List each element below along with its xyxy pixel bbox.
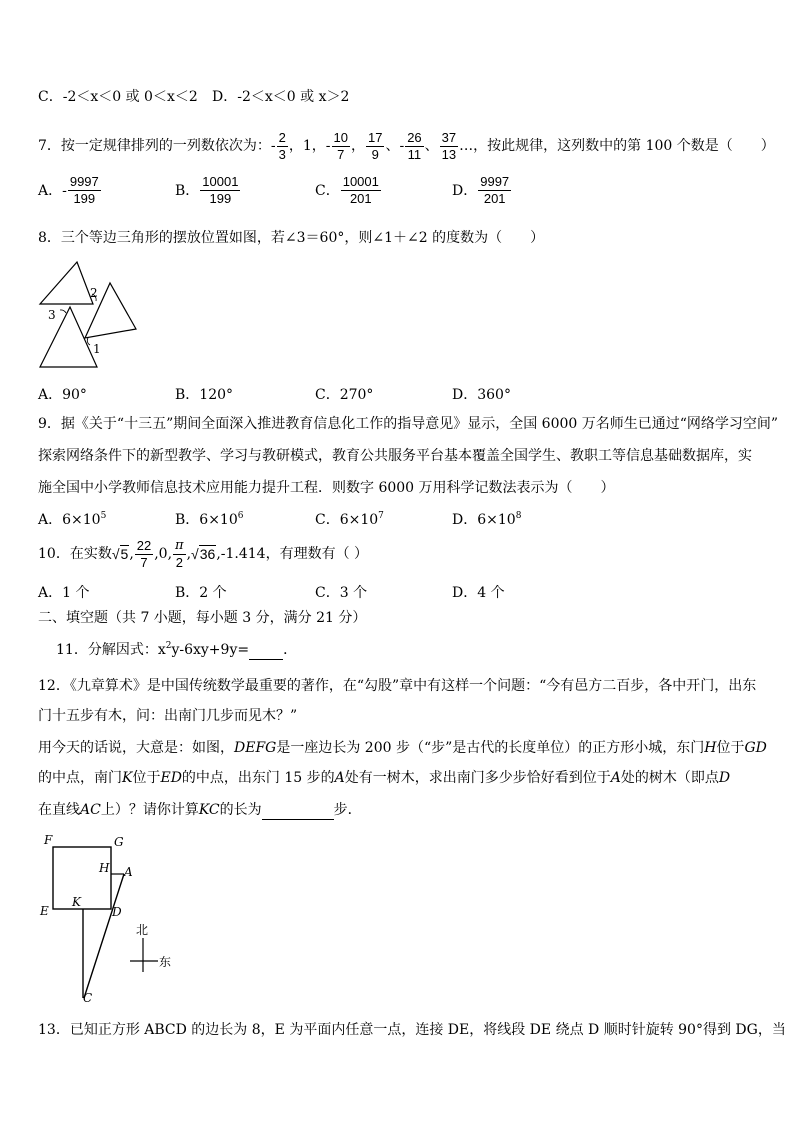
q10-option-a: A．1 个 xyxy=(38,585,90,601)
q10-prefix: 10．在实数 xyxy=(38,546,112,562)
q8-options-row xyxy=(38,384,758,404)
q8-option-a: A．90° xyxy=(38,387,87,403)
q10-options-row xyxy=(38,582,758,602)
q7-fraction-3: $\frac{17}{9}$ xyxy=(367,129,383,162)
q10-stem: 10．在实数 √5 , $\frac{22}{7}$ ,0, $\frac{\pi}{2}$ , √36 ,-1.414 ，有理数有（ ） xyxy=(38,537,369,570)
q10-suffix: ，有理数有（ ） xyxy=(265,546,369,562)
q12-compass-east: 东 xyxy=(159,955,172,969)
q12-line-1: 12．《九章算术》是中国传统数学最重要的著作，在“勾股”章中有这样一个问题：“今有邑方二百步，各中开门，出东 xyxy=(38,678,757,694)
q9-line-3: 施全国中小学教师信息技术应用能力提升工程．则数字 6000 万用科学记数法表示为（ ） xyxy=(38,480,615,496)
q10-fraction-22-7: $\frac{22}{7}$ xyxy=(136,537,152,570)
q12-label-c: C xyxy=(83,991,93,1005)
q7-suffix: …，按此规律，这列数中的第 100 个数是（ ） xyxy=(459,138,775,154)
q6-options-row xyxy=(38,86,758,106)
q10-zero: ,0, xyxy=(154,546,173,562)
q12-label-k: K xyxy=(72,895,81,909)
q7-fraction-1: $\frac{2}{3}$ xyxy=(278,129,286,162)
q10-sqrt-36: √36 xyxy=(191,546,216,562)
q7-option-a: A．- $\frac{9997}{199}$ xyxy=(38,173,99,206)
q10-option-b: B．2 个 xyxy=(175,585,227,601)
q8-angle-label-2: 2 xyxy=(90,286,98,300)
q6-option-d: D．-2＜x＜0 或 x＞2 xyxy=(212,89,350,105)
q8-stem: 8．三个等边三角形的摆放位置如图，若∠3＝60°，则∠1＋∠2 的度数为（ ） xyxy=(38,230,545,246)
q10-fraction-pi-2: $\frac{\pi}{2}$ xyxy=(175,537,184,570)
q8-option-d: D．360° xyxy=(452,387,511,403)
q12-line-5: 在直线AC上）？请你计算KC的长为 步． xyxy=(38,802,362,818)
q12-city-figure xyxy=(36,830,186,1010)
q12-compass-north: 北 xyxy=(136,923,149,937)
q11-answer-blank[interactable] xyxy=(249,659,283,660)
q12-line-2: 门十五步有木，问：出南门几步而见木？” xyxy=(38,708,298,724)
q8-option-b: B．120° xyxy=(175,387,234,403)
q12-square-city xyxy=(53,847,111,909)
q11-stem: 11．分解因式：$x^2y-6xy+9y=$ ． xyxy=(56,641,298,658)
q9-option-c: C．$6\times 10^7$ xyxy=(315,511,384,528)
q7-option-c: C． $\frac{10001}{201}$ xyxy=(315,173,379,206)
q9-options-row xyxy=(38,509,758,529)
q7-sep-4: 、- xyxy=(385,138,405,154)
q7-sep-3: ， xyxy=(350,138,365,154)
q12-label-h: H xyxy=(99,861,110,875)
q9-option-a: A．$6\times 10^5$ xyxy=(38,511,107,528)
q10-option-c: C．3 个 xyxy=(315,585,368,601)
q10-tail: ,-1.414 xyxy=(216,546,266,562)
q8-option-c: C．270° xyxy=(315,387,374,403)
q7-sep-5: 、 xyxy=(424,138,439,154)
q6-option-c: C．-2＜x＜0 或 0＜x＜2 xyxy=(38,89,198,105)
q7-option-d: D． $\frac{9997}{201}$ xyxy=(452,173,510,206)
q12-answer-blank[interactable] xyxy=(262,819,334,820)
q10-sqrt-5: √5 xyxy=(111,546,129,562)
q12-label-f: F xyxy=(44,833,53,847)
q7-fraction-5: $\frac{37}{13}$ xyxy=(441,129,457,162)
q12-label-a: A xyxy=(124,865,133,879)
q8-angle-label-3: 3 xyxy=(48,308,56,322)
q12-label-g: G xyxy=(114,835,124,849)
q9-option-d: D．$6\times 10^8$ xyxy=(452,511,522,528)
q9-option-b: B．$6\times 10^6$ xyxy=(175,511,244,528)
q7-fraction-2: $\frac{10}{7}$ xyxy=(333,129,348,162)
q10-option-d: D．4 个 xyxy=(452,585,505,601)
q12-line-4: 的中点，南门K位于ED的中点，出东门 15 步的A处有一树木，求出南门多少步恰好看到位于A处的树木（即点D xyxy=(38,770,731,786)
q8-triangles-figure xyxy=(30,255,150,375)
q12-label-d: D xyxy=(112,905,122,919)
q9-line-2: 探索网络条件下的新型教学、学习与教研模式，教育公共服务平台基本覆盖全国学生、教职工等信息基础数据库，实 xyxy=(38,448,752,464)
q7-option-b: B． $\frac{10001}{199}$ xyxy=(175,173,239,206)
q12-line-ac xyxy=(84,874,124,998)
q9-line-1: 9．据《关于“十三五”期间全面深入推进教育信息化工作的指导意见》显示，全国 6000 万名师生已通过“网络学习空间” xyxy=(38,416,779,432)
q7-stem xyxy=(38,126,775,166)
section-2-heading: 二、填空题（共 7 小题，每小题 3 分，满分 21 分） xyxy=(38,610,367,626)
q7-fraction-4: $\frac{26}{11}$ xyxy=(407,129,422,162)
q12-label-e: E xyxy=(40,904,49,918)
q7-sep-2: ，1，- xyxy=(288,138,331,154)
q7-prefix: 7．按一定规律排列的一列数依次为：- xyxy=(38,138,276,154)
q8-angle-label-1: 1 xyxy=(93,342,101,356)
q7-options-row xyxy=(38,170,758,210)
q13-stem: 13．已知正方形 ABCD 的边长为 8，E 为平面内任意一点，连接 DE，将线段 DE 绕点 D 顺时针旋转 90°得到 DG，当 xyxy=(38,1022,786,1038)
q8-triangle-top xyxy=(40,262,93,304)
q12-line-3: 用今天的话说，大意是：如图，DEFG是一座边长为 200 步（“步”是古代的长度单位）的正方形小城，东门H位于GD xyxy=(38,740,767,756)
